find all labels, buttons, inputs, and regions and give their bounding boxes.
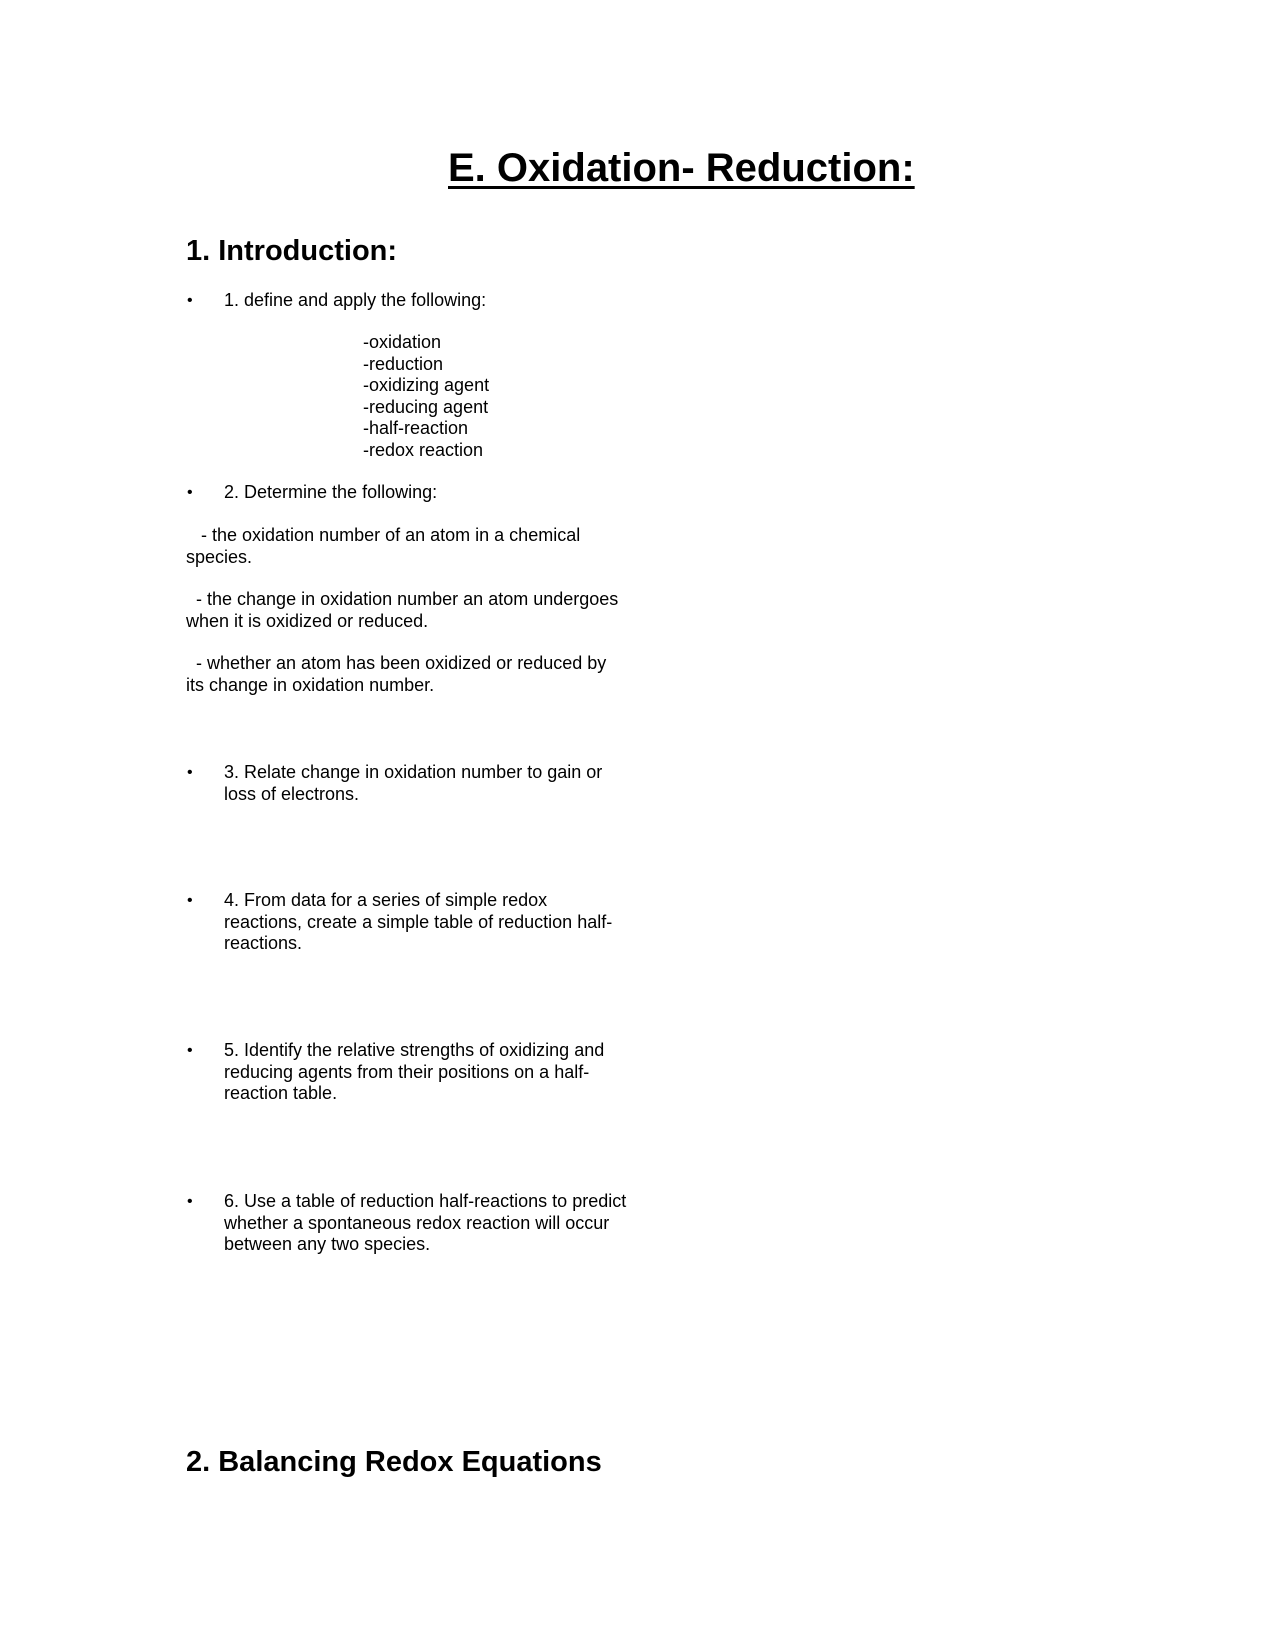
bullet-marker: • <box>187 1193 193 1210</box>
objective-1: 1. define and apply the following: <box>224 290 487 310</box>
objective-2: 2. Determine the following: <box>224 482 438 502</box>
objective-5-line3: reaction table. <box>224 1083 338 1103</box>
determine-oxidation-number-line2: species. <box>186 546 253 567</box>
objective-6-line1: 6. Use a table of reduction half-reactions to predict <box>224 1191 627 1211</box>
determine-oxidation-number-line1: - the oxidation number of an atom in a chemical <box>186 525 581 545</box>
objective-3-line1: 3. Relate change in oxidation number to gain or <box>224 762 603 782</box>
section-heading-introduction: 1. Introduction: <box>186 235 398 267</box>
determine-change-line1: - the change in oxidation number an atom undergoes <box>186 589 619 609</box>
objective-4-line1: 4. From data for a series of simple redox <box>224 890 548 910</box>
objective-5-line1: 5. Identify the relative strengths of oxidizing and <box>224 1040 605 1060</box>
objective-6-line3: between any two species. <box>224 1234 431 1254</box>
page-title: E. Oxidation- Reduction: <box>448 146 915 190</box>
determine-oxidized-reduced-line2: its change in oxidation number. <box>186 674 435 695</box>
objective-4-line2: reactions, create a simple table of reduction half- <box>224 911 613 932</box>
objective-4-line3: reactions. <box>224 933 303 953</box>
bullet-marker: • <box>187 892 193 909</box>
bullet-marker: • <box>187 764 193 781</box>
term-reduction: -reduction <box>363 353 444 374</box>
determine-change-line2: when it is oxidized or reduced. <box>186 610 429 631</box>
term-half-reaction: -half-reaction <box>363 418 469 438</box>
objective-6-line2: whether a spontaneous redox reaction will occur <box>224 1212 610 1233</box>
bullet-marker: • <box>187 1042 193 1059</box>
term-redox-reaction: -redox reaction <box>363 439 484 460</box>
bullet-marker: • <box>187 484 193 501</box>
term-oxidation: -oxidation <box>363 332 442 352</box>
term-oxidizing-agent: -oxidizing agent <box>363 375 490 395</box>
objective-3-line2: loss of electrons. <box>224 783 360 804</box>
term-reducing-agent: -reducing agent <box>363 396 489 417</box>
objective-5-line2: reducing agents from their positions on a half- <box>224 1061 590 1082</box>
bullet-marker: • <box>187 292 193 309</box>
determine-oxidized-reduced-line1: - whether an atom has been oxidized or reduced by <box>186 653 607 673</box>
section-heading-balancing: 2. Balancing Redox Equations <box>186 1446 602 1478</box>
